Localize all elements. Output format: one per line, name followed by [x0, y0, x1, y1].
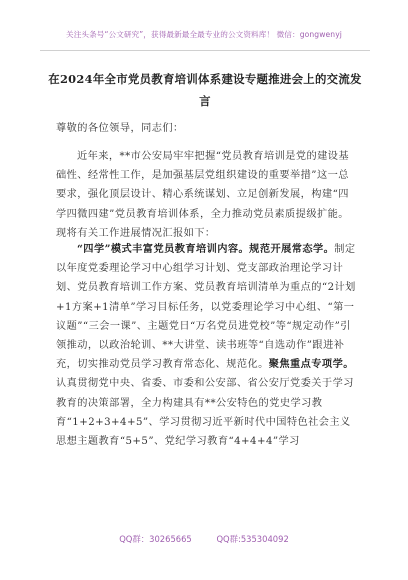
footer-qq-group-2: QQ群:535304092 — [216, 534, 289, 544]
section-body: 制定以年度党委理论学习中心组学习计划、党支部政治理论学习计划、党员教育培训工作方案、党员教育培训清单为重点的“2计划+1方案+1清单”学习目标任务，以党委理论学习中心组、“第一议题”“三会一课”、主题党日“万名党员进党校”等“规定动作”引领推动，以政治轮训、**大讲堂、读书班等“自选动作”跟进补充，切实推动党员学习教育常态化、规范化。 — [56, 244, 356, 371]
section-subheading: 聚焦重点专项学。 — [268, 358, 354, 371]
footer-qq-group-1: QQ群：30265665 — [119, 534, 192, 544]
section-heading: “四学”模式丰富党员教育培训内容。规范开展常态学。 — [77, 243, 335, 255]
footer-contacts — [0, 533, 408, 545]
paragraph-intro: 近年来，**市公安局牢牢把握“党员教育培训是党的建设基础性、经常性工作，是加强基层党组织建设的重要举措”这一总要求，强化顶层设计、精心系统谋划、立足创新发展，构建“四学四微四建”党员教育培训体系，全力推动党员素质提级扩能。现将有关工作进展情况汇报如下： — [56, 151, 350, 239]
salutation: 尊敬的各位领导，同志们： — [56, 123, 184, 134]
document-title: 在2024年全市党员教育培训体系建设专题推进会上的交流发言 — [48, 72, 362, 108]
section-body-continued: 认真贯彻党中央、省委、市委和公安部、省公安厅党委关于学习教育的决策部署，全力构建具有**公安特色的党史学习教育“1+2+3+4+5”、学习贯彻习近平新时代中国特色社会主义思想主题教育“5+5”、党纪学习教育“4+4+4”学习 — [56, 378, 354, 448]
header-divider — [40, 50, 370, 51]
header-promo-note: 关注头条号“公文研究”，获得最新最全最专业的公文资料库！ 微信：gongwenyj — [66, 30, 342, 39]
paragraph-section-1 — [56, 240, 358, 451]
